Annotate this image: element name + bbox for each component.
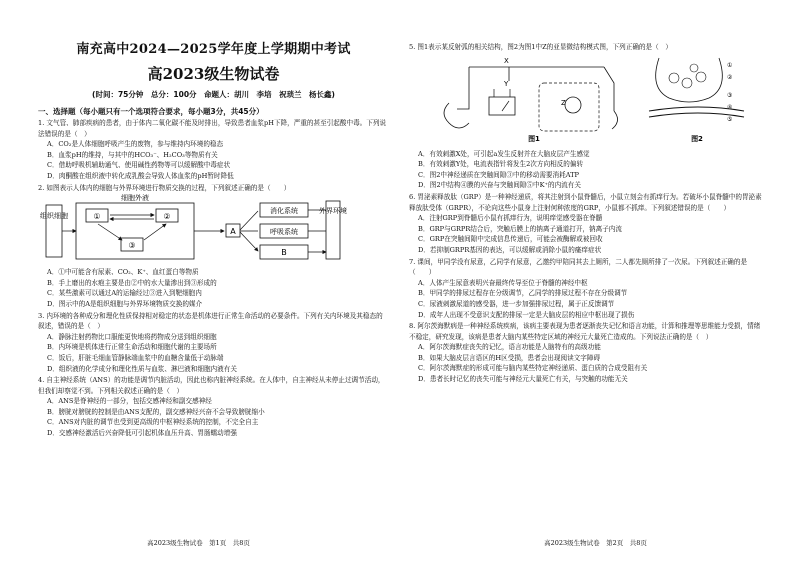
option-c: C．图2中神经递质在突触间隙③中的移动需要消耗ATP xyxy=(418,170,579,179)
question-stem: 4. 自主神经系统（ANS）的功能是调节内脏活动，因此也称内脏神经系统。在人体中，自主神经从未停止过调节活动，但我们却察觉不到。下列相关叙述正确的是（ ） xyxy=(38,376,385,395)
question-stem: 3. 内环境的各种成分和理化性质保持相对稳定的状态是机体进行正常生命活动的必要条件。下列有关内环境及其稳态的叙述，错误的是（ ） xyxy=(38,311,383,331)
exchange-diagram-svg xyxy=(38,193,378,263)
option-a: A．CO₂是人体细胞呼吸产生的废物，参与维持内环境的稳态 xyxy=(47,140,224,149)
label-z: Z xyxy=(561,98,566,107)
label-x: X xyxy=(504,56,509,65)
question-stem: 1. 文气管、肺部疾病的患者，由于体内二氧化碳不能及时排出，导致患者血浆pH下降，严重的甚至引起酸中毒。下列说法错误的是（ ） xyxy=(38,119,387,138)
question-4 xyxy=(38,375,389,439)
figure-1 xyxy=(444,57,618,143)
option-a: A．有效刺激X处，可引起a发生反射并在大脑皮层产生感觉 xyxy=(418,149,590,158)
node-3: ③ xyxy=(128,241,136,251)
exchange-diagram xyxy=(38,193,389,267)
option-d: D．交感神经激活后兴奋降低可引起机体血压升高、胃肠蠕动增强 xyxy=(47,429,237,438)
option-c: C．饭后，肝脏毛细血管静脉端血浆中的血糖含量低于动脉端 xyxy=(47,353,224,362)
ammeter-icon xyxy=(489,97,515,115)
section-heading: 一、选择题（每小题只有一个选项符合要求，每小题3分，共45分） xyxy=(38,107,264,116)
question-7 xyxy=(409,257,762,321)
cell-label: 组织细胞 xyxy=(40,212,68,221)
option-a: A．注射GRP到脊髓后小鼠有抓痒行为，说明痒觉感受器在脊髓 xyxy=(418,214,603,223)
option-b: B．手上磨出的水疱主要是由②中的水大量渗出到③形成的 xyxy=(47,278,217,287)
option-c: C．阿尔茨海默症的形成可能与脑内某些特定神经递质、蛋白质的合成受阻有关 xyxy=(418,364,648,373)
exam-meta: (时间：75分钟 总分：100分 命题人：胡川 李培 祝琐兰 杨长鑫) xyxy=(92,90,335,99)
exam-title: 南充高中2024—2025学年度上学期期中考试 xyxy=(76,42,351,57)
question-stem: 8. 阿尔茨海默病是一种神经系统疾病，该病主要表现为患者逐渐丧失记忆和语言功能，计算和推理等思维能力受损，情绪不稳定，研究发现，该病是患者大脑内某些特定区域的神经元大量死亡造成的。下列说法正确的是（ ） xyxy=(409,322,761,341)
question-8 xyxy=(409,321,762,385)
option-a: A．阿尔茨海默症丧失的记忆，语言功能是人脑特有的高级功能 xyxy=(418,343,601,352)
effector-icon xyxy=(444,103,469,128)
question-stem: 5. 图1表示某反射弧的相关结构，图2为图1中Z的亚显微结构模式图，下列正确的是（ ） xyxy=(409,43,672,51)
digestive-system: 消化系统 xyxy=(270,207,298,216)
option-b: B．如果大脑皮层言语区的H区受损，患者会出现阅读文字障碍 xyxy=(418,353,601,362)
option-b: B．血浆pH的维持，与其中的HCO₃⁻、H₂CO₃等物质有关 xyxy=(47,150,218,159)
reflex-figures xyxy=(409,53,762,149)
fig1-caption: 图1 xyxy=(528,134,540,143)
question-2 xyxy=(38,183,389,310)
page-footer: 高2023级生物试卷 第1页 共8页 xyxy=(147,539,250,547)
option-d: D．患者长时记忆的丧失可能与神经元大量死亡有关，与突触的功能无关 xyxy=(418,375,628,384)
option-a: A．ANS是脊神经的一部分，包括交感神经和副交感神经 xyxy=(47,397,212,406)
option-a: A．静脉注射药物比口服能更快地将药物成分送到组织细胞 xyxy=(47,332,217,341)
option-b: B．膀胱对膀胱的控制是由ANS支配的，副交感神经兴奋不会导致膀胱缩小 xyxy=(47,407,265,416)
question-6 xyxy=(409,192,762,256)
label-y: Y xyxy=(504,79,509,88)
svg-text:①: ① xyxy=(727,61,733,69)
node-a: A xyxy=(230,227,236,237)
node-1: ① xyxy=(93,212,101,222)
option-c: C．ANS对内脏的调节也受到更高级的中枢神经系统的控制，不完全自主 xyxy=(47,418,259,427)
respiratory-system: 呼吸系统 xyxy=(270,228,298,237)
question-stem: 2. 如图表示人体内的细胞与外界环境进行物质交换的过程，下列叙述正确的是（ ） xyxy=(38,183,291,192)
svg-text:⑤: ⑤ xyxy=(727,115,733,123)
option-c: C．某些激素可以通过A的运输经过③进入到靶细胞内 xyxy=(47,289,202,298)
option-a: A．①中可能含有尿素、CO₂、K⁺、血红蛋白等物质 xyxy=(47,268,199,277)
environment-label: 外界环境 xyxy=(319,207,347,216)
option-b: B．有效刺激Y处，电流表指针将发生2次方向相反的偏转 xyxy=(418,160,584,169)
option-d: D．图2中结构④膜的兴奋与突触间隙⑤中K⁺的内流有关 xyxy=(418,181,581,190)
fig2-caption: 图2 xyxy=(691,134,703,143)
right-page xyxy=(397,0,794,561)
presynaptic-terminal xyxy=(656,58,723,102)
node-b: B xyxy=(281,248,287,258)
spinal-cord xyxy=(539,83,599,131)
svg-text:②: ② xyxy=(727,73,733,81)
svg-text:④: ④ xyxy=(727,103,733,111)
question-stem: 6. 胃泌素释放肽（GRP）是一种神经递质，将其注射到小鼠脊髓后，小鼠立刻会有抓痒行为。若破坏小鼠脊髓中的胃泌素释放肽受体（GRPR），不论向这些小鼠身上注射何种浓度的GRP，小鼠都不抓痒。下列叙述错误的是（ ） xyxy=(409,192,762,212)
exam-subtitle: 高2023级生物试卷 xyxy=(147,65,280,83)
question-5 xyxy=(409,42,762,191)
svg-text:③: ③ xyxy=(727,91,733,99)
option-a: A．人体产生尿意表明兴奋最终传导至位于脊髓的神经中枢 xyxy=(418,278,588,287)
question-stem: 7. 课间，甲同学没有尿意，乙同学有尿意，乙邀约甲陪同其去上厕所，二人都先厕所排了一次尿。下列叙述正确的是（ ） xyxy=(409,257,748,277)
figure-2 xyxy=(649,58,744,143)
option-d: D．若抑制GRPR基因的表达，可以缓解或消除小鼠的瘙痒症状 xyxy=(418,245,602,254)
option-d: D．图示中的A是组织细胞与外界环境物质交换的媒介 xyxy=(47,299,203,308)
question-1 xyxy=(38,118,389,182)
option-d: D．成年人出现不受意识支配的排尿一定是大脑皮层的相应中枢出现了损伤 xyxy=(418,310,635,319)
reflex-figures-svg xyxy=(409,53,749,145)
page-footer: 高2023级生物试卷 第2页 共8页 xyxy=(544,539,647,547)
option-d: D．肉酮酸在组织液中转化成乳酸会导致人体血浆的pH暂时降低 xyxy=(47,171,234,180)
option-c: C．GRP在突触间隙中完成信息传递后，可能会被酶解或被回收 xyxy=(418,235,603,244)
option-c: C．借助呼吸机辅助通气、使用碱性药物等可以缓解酸中毒症状 xyxy=(47,161,231,170)
option-d: D．组织液的化学成分和理化性质与血浆、淋巴液和细胞内液有关 xyxy=(47,364,237,373)
option-b: B．内环境是机体进行正常生命活动和细胞代谢的主要场所 xyxy=(47,343,217,352)
question-3 xyxy=(38,311,389,375)
extracellular-label: 细胞外液 xyxy=(121,194,149,203)
option-b: B．GRP与GRPR结合后，突触后膜上的钠离子通道打开，钠离子内流 xyxy=(418,224,622,233)
option-c: C．尿液刺激尿道的感受器，进一步加强排尿过程，属于正反馈调节 xyxy=(418,299,615,308)
node-2: ② xyxy=(163,212,171,222)
option-b: B．甲同学的排尿过程存在分级调节，乙同学的排尿过程不存在分级调节 xyxy=(418,289,628,298)
